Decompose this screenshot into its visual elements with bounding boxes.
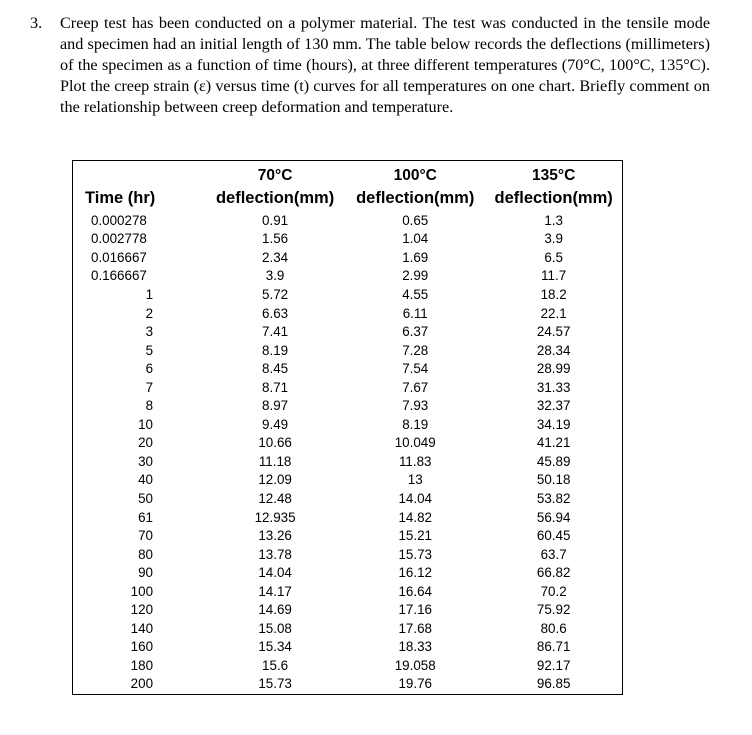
time-cell: 80 [138,546,154,562]
time-cell: 0.016667 [91,249,147,265]
table-row [73,675,622,694]
deflection-135-cell: 34.19 [536,416,571,432]
time-cell: 10 [138,416,154,432]
time-cell: 160 [130,639,154,655]
deflection-70-cell: 13.78 [258,546,292,562]
problem-text: Creep test has been conducted on a polymer material. The test was conducted in the tensile mode and specimen had an initial length of 130 mm. The table below records the deflections (millimeters) of the specimen as a function of time (hours), at three different temperatures (70°C, 100°C, 135°C). Plot the creep strain (ε) versus time (t) curves for all temperatures on one chart. Briefly comment on the relationship between creep deformation and temperature. [60,14,710,116]
table-row [73,230,622,249]
deflection-70-cell: 11.18 [258,453,292,469]
deflection-70-cell: 13.26 [258,528,292,544]
deflection-135-cell: 53.82 [536,490,571,506]
deflection-100-cell: 8.19 [402,416,429,432]
deflection-135-cell: 80.6 [540,620,567,636]
time-cell: 0.002778 [91,231,147,247]
deflection-135-cell: 56.94 [536,509,571,525]
time-cell: 50 [138,490,154,506]
time-cell: 40 [138,472,154,488]
table-row [73,267,622,286]
deflection-70-cell: 6.63 [262,305,289,321]
column-header-deflection-70: deflection(mm) [215,188,335,207]
deflection-100-cell: 1.69 [402,249,429,265]
deflection-70-cell: 12.09 [258,472,292,488]
time-cell: 6 [145,361,154,377]
deflection-100-cell: 15.21 [398,528,432,544]
deflection-70-cell: 8.45 [262,361,289,377]
table-row [73,396,622,415]
table-row [73,341,622,360]
deflection-135-cell: 63.7 [540,546,567,562]
table-body [73,211,622,693]
time-cell: 200 [130,676,154,692]
problem-statement [30,13,710,118]
deflection-100-cell: 14.82 [398,509,432,525]
deflection-135-cell: 3.9 [544,231,563,247]
deflection-100-cell: 15.73 [398,546,432,562]
table-row [73,285,622,304]
table-row [73,248,622,267]
deflection-70-cell: 15.08 [258,620,292,636]
table-row [73,322,622,341]
table-row [73,211,622,230]
deflection-135-cell: 96.85 [536,676,571,692]
temperature-header-row [73,161,622,185]
deflection-70-cell: 0.91 [262,212,289,228]
table-row [73,508,622,527]
temperature-header-135: 135°C [532,167,576,184]
time-cell: 180 [130,657,154,673]
deflection-135-cell: 41.21 [536,435,571,451]
deflection-135-cell: 1.3 [544,212,563,228]
deflection-100-cell: 6.37 [402,324,429,340]
deflection-70-cell: 14.17 [258,583,292,599]
table-row [73,582,622,601]
time-cell: 8 [145,398,154,414]
deflection-70-cell: 14.69 [258,602,292,618]
deflection-135-cell: 32.37 [536,398,571,414]
deflection-135-cell: 11.7 [541,268,567,284]
table-row [73,304,622,323]
deflection-70-cell: 15.6 [262,657,289,673]
time-cell: 30 [138,453,154,469]
deflection-100-cell: 19.76 [398,676,432,692]
table-row [73,526,622,545]
deflection-100-cell: 7.93 [402,398,429,414]
table-row [73,434,622,453]
deflection-70-cell: 12.48 [258,490,292,506]
temperature-header-blank [73,161,205,185]
table-row [73,600,622,619]
deflection-135-cell: 75.92 [536,602,571,618]
deflection-70-cell: 10.66 [258,435,292,451]
deflection-100-cell: 18.33 [398,639,432,655]
deflection-70-cell: 1.56 [262,231,289,247]
deflection-100-cell: 16.12 [398,565,432,581]
deflection-70-cell: 8.19 [262,342,289,358]
deflection-135-cell: 6.5 [544,249,563,265]
deflection-70-cell: 7.41 [262,324,289,340]
column-header-deflection-135: deflection(mm) [494,188,613,207]
time-cell: 1 [145,286,154,302]
deflection-100-cell: 16.64 [398,583,432,599]
time-cell: 90 [138,565,154,581]
table-row [73,619,622,638]
table-row [73,638,622,657]
table-row [73,415,622,434]
time-cell: 3 [145,324,154,340]
deflection-100-cell: 4.55 [402,286,429,302]
deflection-100-cell: 13 [407,472,423,488]
table-row [73,471,622,490]
deflection-135-cell: 18.2 [540,286,567,302]
deflection-135-cell: 28.99 [536,361,571,377]
table-row [73,563,622,582]
deflection-100-cell: 17.16 [398,602,432,618]
time-cell: 0.000278 [91,212,147,228]
time-cell: 2 [145,305,154,321]
time-cell: 140 [130,620,154,636]
table-row [73,452,622,471]
deflection-100-cell: 14.04 [398,490,432,506]
deflection-100-cell: 17.68 [398,620,432,636]
deflection-70-cell: 8.71 [262,379,289,395]
table-row [73,656,622,675]
deflection-100-cell: 2.99 [402,268,429,284]
deflection-135-cell: 28.34 [536,342,571,358]
deflection-135-cell: 31.33 [536,379,571,395]
time-cell: 120 [130,602,154,618]
deflection-100-cell: 10.049 [394,435,436,451]
deflection-100-cell: 7.28 [402,342,429,358]
temperature-header-70: 70°C [257,167,293,184]
time-cell: 70 [138,528,154,544]
deflection-100-cell: 0.65 [402,212,429,228]
deflection-100-cell: 6.11 [402,305,428,321]
deflection-70-cell: 3.9 [265,268,285,284]
deflection-135-cell: 92.17 [536,657,571,673]
column-header-row [73,185,622,211]
deflection-100-cell: 19.058 [394,657,436,673]
deflection-135-cell: 70.2 [540,583,567,599]
deflection-135-cell: 24.57 [536,324,571,340]
creep-data-table [72,160,623,695]
temperature-header-100: 100°C [393,167,437,184]
time-cell: 61 [138,509,154,525]
problem-number: 3. [30,14,43,32]
table-row [73,489,622,508]
deflection-70-cell: 15.34 [258,639,292,655]
deflection-100-cell: 7.67 [402,379,429,395]
deflection-70-cell: 8.97 [262,398,289,414]
deflection-100-cell: 11.83 [398,453,432,469]
table-row [73,378,622,397]
deflection-70-cell: 5.72 [262,286,289,302]
deflection-70-cell: 14.04 [258,565,292,581]
deflection-135-cell: 22.1 [540,305,567,321]
time-cell: 7 [145,379,154,395]
deflection-135-cell: 45.89 [536,453,571,469]
column-header-time: Time (hr) [85,188,156,207]
deflection-100-cell: 7.54 [402,361,429,377]
table-row [73,545,622,564]
time-cell: 100 [130,583,154,599]
deflection-135-cell: 86.71 [536,639,571,655]
column-header-deflection-100: deflection(mm) [356,188,475,207]
deflection-135-cell: 60.45 [536,528,571,544]
deflection-70-cell: 9.49 [262,416,289,432]
deflection-135-cell: 50.18 [536,472,571,488]
table-row [73,359,622,378]
deflection-135-cell: 66.82 [536,565,571,581]
time-cell: 5 [145,342,154,358]
time-cell: 20 [138,435,154,451]
deflection-70-cell: 2.34 [262,249,289,265]
deflection-100-cell: 1.04 [402,231,429,247]
time-cell: 0.166667 [91,268,147,284]
deflection-70-cell: 15.73 [258,676,292,692]
deflection-70-cell: 12.935 [254,509,296,525]
